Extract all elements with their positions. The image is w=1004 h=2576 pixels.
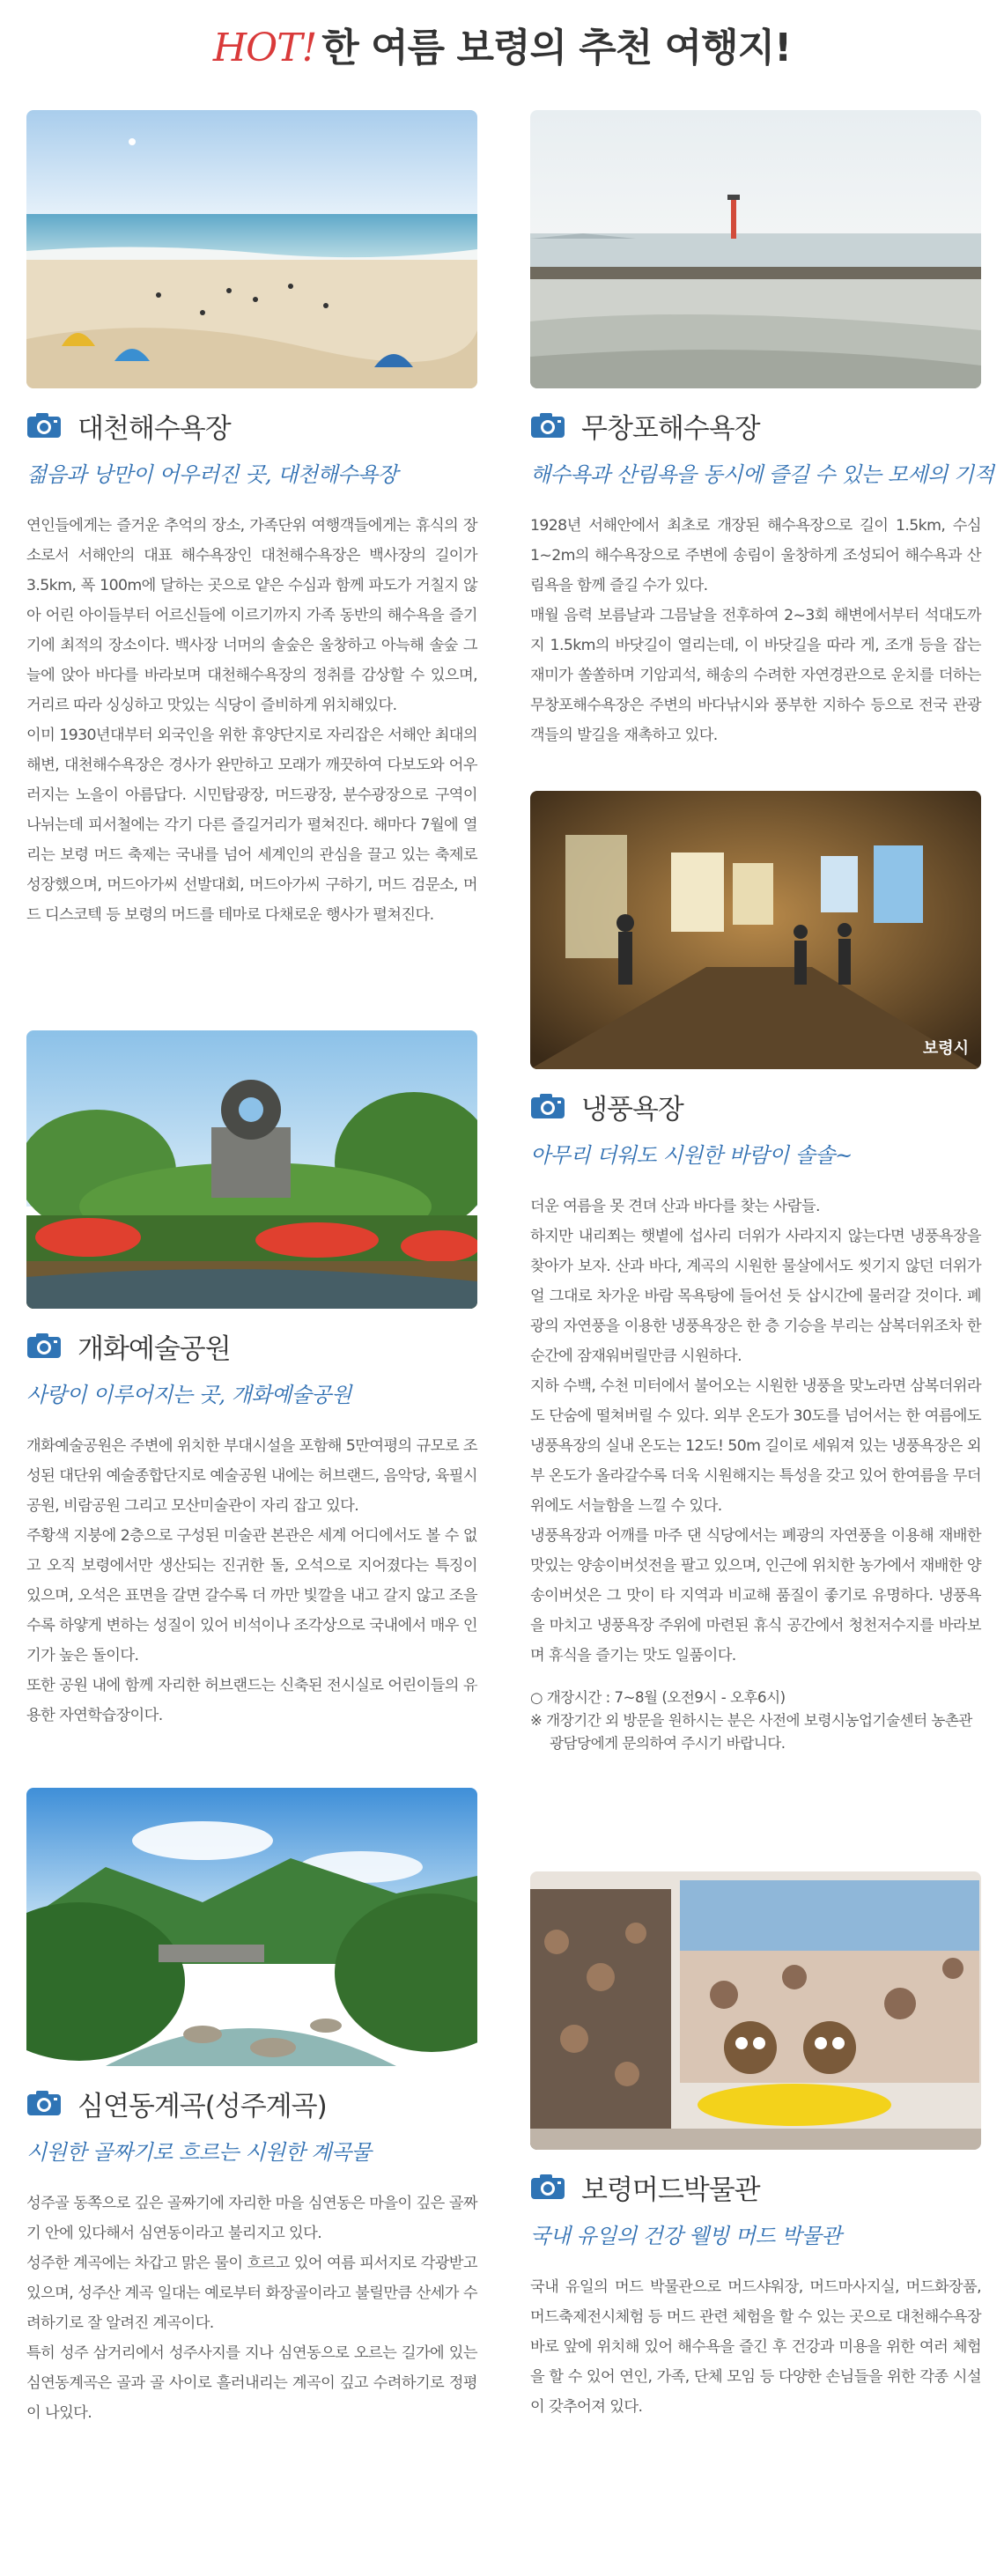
- mudmuseum-description: [530, 2272, 981, 2422]
- paragraph: 연인들에게는 즐거운 추억의 장소, 가족단위 여행객들에게는 휴식의 장소로서 서해안의 대표 해수욕장인 대천해수욕장은 백사장의 길이가 3.5km, 폭 100m에 달하는 곳으로 얕은 수심과 함께 파도가 거칠지 않아 어린 아이들부터 어르신들에 이르기까지 가족 동반의 해수욕을 즐기기에 최적의 장소이다. 백사장 너머의 솔숲은 울창하고 아늑해 솔숲 그늘에 앉아 바다를 바라보며 대천해수욕장의 정취를 감상할 수 있으며, 거리르 따라 싱싱하고 맛있는 식당이 즐비하게 위치해있다.: [26, 517, 477, 714]
- camera-icon: [26, 2090, 62, 2116]
- naengpung-info: [530, 1687, 981, 1755]
- mud-museum-photo: [530, 1871, 981, 2150]
- muchangpo-name: 무창포해수욕장: [581, 412, 760, 445]
- muchangpo-heading: [530, 408, 981, 443]
- paragraph: 매월 음력 보름날과 그믐날을 전후하여 2~3회 해변에서부터 석대도까지 1.5km의 바닷길이 열리는데, 이 바닷길을 따라 게, 조개 등을 잡는 재미가 쏠쏠하며 기암괴석, 해송의 수려한 자연경관으로 운치를 더하는 무창포해수욕장은 주변의 바다낚시와 풍부한 지하수 등으로 전국 관광객들의 발길을 재촉하고 있다.: [530, 607, 981, 744]
- paragraph: 더운 여름을 못 견뎌 산과 바다를 찾는 사람들.: [530, 1198, 820, 1215]
- naengpung-description: [530, 1192, 981, 1671]
- camera-icon: [26, 1332, 62, 1359]
- mudmuseum-heading: [530, 2169, 981, 2204]
- gaehwa-heading: [26, 1328, 477, 1363]
- paragraph: 이미 1930년대부터 외국인을 위한 휴양단지로 자리잡은 서해안 최대의 해변, 대천해수욕장은 경사가 완만하고 모래가 깨끗하여 다보도와 어우러지는 노을이 아름답다. 시민탑광장, 머드광장, 분수광장으로 구역이 나뉘는데 피서철에는 각기 다른 즐길거리가 펼쳐진다. 해마다 7월에 열리는 보령 머드 축제는 국내를 넘어 세계인의 관심을 끌고 있는 축제로 성장했으며, 머드아가씨 선발대회, 머드아가씨 구하기, 머드 검문소, 머드 디스코텍 등 보령의 머드를 테마로 다채로운 행사가 펼쳐진다.: [26, 727, 477, 924]
- spot-gaehwa: [26, 1030, 477, 1731]
- muchangpo-subtitle: 해수욕과 산림욕을 동시에 즐길 수 있는 모세의 기적: [530, 462, 994, 487]
- paragraph: 성주한 계곡에는 차갑고 맑은 물이 흐르고 있어 여름 피서지로 각광받고 있으며, 성주산 계곡 일대는 예로부터 화장골이라고 불릴만큼 산세가 수려하기로 잘 알려진 계곡이다.: [26, 2255, 477, 2332]
- muchangpo-description: [530, 511, 981, 750]
- daecheon-beach-photo: [26, 110, 477, 388]
- mudmuseum-subtitle: 국내 유일의 건강 웰빙 머드 박물관: [530, 2224, 842, 2248]
- naengpung-subtitle: 아무리 더워도 시원한 바람이 솔솔~: [530, 1143, 853, 1168]
- paragraph: 냉풍욕장과 어깨를 마주 댄 식당에서는 폐광의 자연풍을 이용해 재배한 맛있는 양송이버섯전을 팔고 있으며, 인근에 위치한 농가에서 재배한 양송이버섯은 그 맛이 타 지역과 비교해 품질이 좋기로 유명하다. 냉풍욕을 마치고 냉풍욕장 주위에 마련된 휴식 공간에서 청천저수지를 바라보며 휴식을 즐기는 맛도 일품이다.: [530, 1527, 981, 1664]
- paragraph: 1928년 서해안에서 최초로 개장된 해수욕장으로 길이 1.5km, 수심 1~2m의 해수욕장으로 주변에 송림이 울창하게 조성되어 해수욕과 산림욕을 함께 즐길 수가 있다.: [530, 517, 981, 594]
- gaehwa-subtitle: 사랑이 이루어지는 곳, 개화예술공원: [26, 1383, 351, 1407]
- opening-hours: ○ 개장시간 : 7~8월 (오전9시 - 오후6시): [530, 1689, 786, 1706]
- watermark-logo: 보령시: [922, 1039, 969, 1058]
- spot-daecheon: [26, 110, 477, 930]
- simyeondong-description: [26, 2188, 477, 2428]
- paragraph: 지하 수백, 수천 미터에서 불어오는 시원한 냉풍을 맞노라면 삼복더위라도 단숨에 떨쳐버릴 수 있다. 외부 온도가 30도를 넘어서는 한 여름에도 냉풍욕장의 실내 온도는 12도! 50m 길이로 세워져 있는 냉풍욕장은 외부 온도가 올라갈수록 더욱 시원해지는 특성을 갖고 있어 한여름을 무더위에도 서늘함을 느낄 수 있다.: [530, 1377, 981, 1515]
- camera-icon: [530, 1093, 565, 1119]
- paragraph: 개화예술공원은 주변에 위치한 부대시설을 포함해 5만여평의 규모로 조성된 대단위 예술종합단지로 예술공원 내에는 허브랜드, 음악당, 육필시공원, 비람공원 그리고 모산미술관이 자리 잡고 있다.: [26, 1437, 477, 1515]
- camera-icon: [26, 412, 62, 439]
- simyeondong-name: 심연동계곡(성주계곡): [78, 2090, 327, 2122]
- paragraph: 주황색 지붕에 2층으로 구성된 미술관 본관은 세계 어디에서도 볼 수 없고 오직 보령에서만 생산되는 진귀한 돌, 오석으로 지어졌다는 특징이 있으며, 오석은 표면을 갈면 갈수록 더 까만 빛깔을 내고 갈지 않고 조을수록 하얗게 변하는 성질이 있어 비석이나 조각상으로 국내에서 매우 인기가 높은 돌이다.: [26, 1527, 477, 1664]
- camera-icon: [530, 412, 565, 439]
- paragraph: 특히 성주 삼거리에서 성주사지를 지나 심연동으로 오르는 길가에 있는 심연동계곡은 골과 골 사이로 흘러내리는 계곡이 깊고 수려하기로 정평이 나있다.: [26, 2344, 477, 2422]
- camera-icon: [530, 2174, 565, 2200]
- daecheon-heading: [26, 408, 477, 443]
- daecheon-description: [26, 511, 477, 930]
- visit-note: ※ 개장기간 외 방문을 원하시는 분은 사전에 보령시농업기술센터 농촌관광담당에게 문의하여 주시기 바랍니다.: [530, 1712, 972, 1752]
- simyeondong-valley-photo: [26, 1788, 477, 2066]
- gaehwa-name: 개화예술공원: [78, 1332, 231, 1365]
- spot-naengpung: [530, 791, 981, 1755]
- page-title-text: 한 여름 보령의 추천 여행지!: [321, 26, 792, 70]
- naengpung-heading: [530, 1089, 981, 1124]
- simyeondong-subtitle: 시원한 골짜기로 흐르는 시원한 계곡물: [26, 2140, 372, 2165]
- paragraph: 하지만 내리쬐는 햇볕에 섭사리 더위가 사라지지 않는다면 냉풍욕장을 찾아가 보자. 산과 바다, 계곡의 시원한 물살에서도 씻기지 않던 더위가 얼 그대로 차가운 바람 목욕탕에 들어선 듯 삽시간에 물러갈 것이다. 폐광의 자연풍을 이용한 냉풍욕장은 한 층 기승을 부리는 삼복더위조차 한순간에 잠재워버릴만큼 시원하다.: [530, 1228, 981, 1365]
- paragraph: 성주골 동쪽으로 깊은 골짜기에 자리한 마을 심연동은 마을이 깊은 골짜기 안에 있다해서 심연동이라고 불리지고 있다.: [26, 2195, 477, 2242]
- naengpung-name: 냉풍욕장: [581, 1093, 683, 1126]
- daecheon-name: 대천해수욕장: [78, 412, 231, 445]
- gaehwa-park-photo: [26, 1030, 477, 1309]
- paragraph: 국내 유일의 머드 박물관으로 머드샤워장, 머드마사지실, 머드화장품, 머드축제전시체험 등 머드 관련 체험을 할 수 있는 곳으로 대천해수욕장 바로 앞에 위치해 있어 해수욕을 즐긴 후 건강과 미용을 위한 여러 체험을 할 수 있어 연인, 가족, 단체 모임 등 다양한 손님들을 위한 각종 시설이 갖추어져 있다.: [530, 2278, 981, 2416]
- spot-mudmuseum: [530, 1871, 981, 2422]
- gaehwa-description: [26, 1431, 477, 1731]
- hot-label: HOT!: [212, 26, 317, 70]
- paragraph: 또한 공원 내에 함께 자리한 허브랜드는 신축된 전시실로 어린이들의 유용한 자연학습장이다.: [26, 1677, 477, 1724]
- mudmuseum-name: 보령머드박물관: [581, 2174, 760, 2206]
- daecheon-subtitle: 젊음과 낭만이 어우러진 곳, 대천해수욕장: [26, 462, 398, 487]
- spot-simyeondong: [26, 1788, 477, 2428]
- simyeondong-heading: [26, 2085, 477, 2121]
- page-title: [0, 16, 1004, 72]
- naengpung-cave-photo: [530, 791, 981, 1069]
- muchangpo-beach-photo: [530, 110, 981, 388]
- spot-muchangpo: [530, 110, 994, 750]
